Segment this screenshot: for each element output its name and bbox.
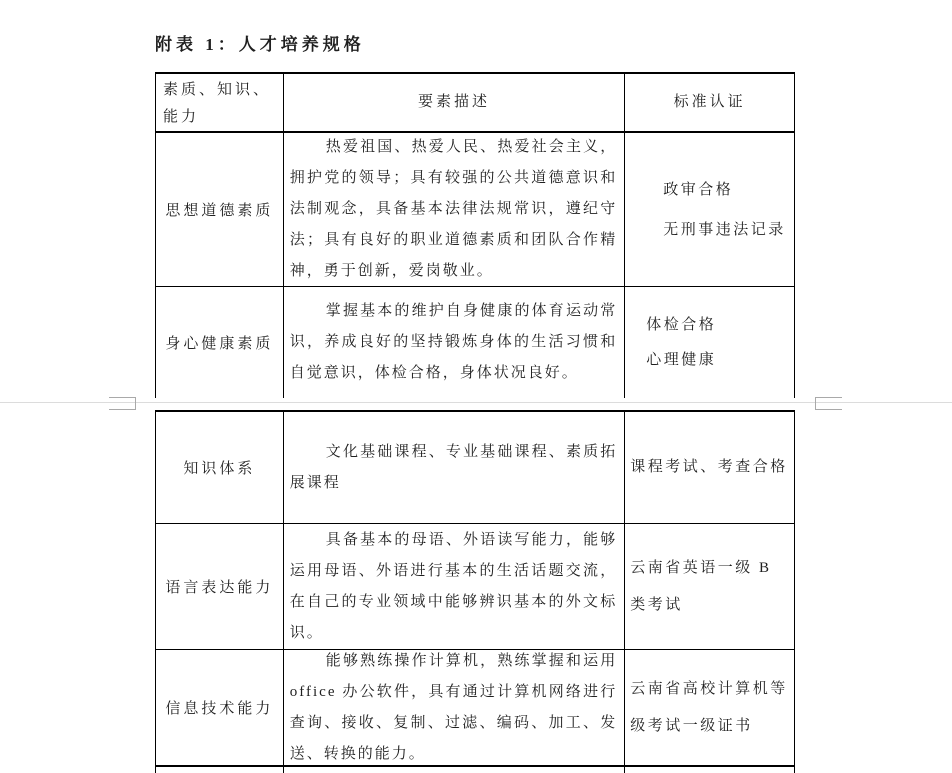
- category-cell: [156, 767, 284, 773]
- spec-table-part-1: [155, 72, 795, 398]
- certification-line: 云南省英语一级 B 类考试: [630, 559, 772, 613]
- category-label: 语言表达能力: [165, 580, 274, 596]
- certification-line: 政审合格: [663, 181, 734, 198]
- description-text: 能够熟练操作计算机，熟练掌握和运用 office 办公软件，具有通过计算机网络进行查询、接收、复制、过滤、编码、加工、发送、转换的能力。: [289, 652, 618, 762]
- description-text: 热爱祖国、热爱人民、热爱社会主义，拥护党的领导；具有较强的公共道德意识和法制观念，具备基本法律法规常识，遵纪守法；具有良好的职业道德素质和团队合作精神，勇于创新，爱岗敬业。: [289, 139, 618, 279]
- description-cell: [284, 650, 625, 765]
- page-title: 附表 1：人才培养规格: [155, 35, 365, 54]
- description-cell: [284, 133, 625, 286]
- description-text: 掌握基本的维护自身健康的体育运动常识，养成良好的坚持锻炼身体的生活习惯和自觉意识，体检合格，身体状况良好。: [289, 303, 618, 381]
- category-cell: [156, 133, 284, 286]
- category-cell: [156, 412, 284, 523]
- table-row-health: [156, 287, 794, 398]
- certification-cell: [625, 287, 794, 398]
- page-margin-marker-left: [109, 397, 136, 410]
- description-text: 文化基础课程、专业基础课程、素质拓展课程: [289, 443, 618, 491]
- description-cell: [284, 412, 625, 523]
- header-cell-category: [156, 74, 284, 131]
- certification-line: 体检合格: [646, 316, 717, 333]
- certification-cell: [625, 412, 794, 523]
- certification-line: 课程考试、考查合格: [630, 459, 788, 475]
- header-certification-label: 标准认证: [673, 94, 746, 110]
- category-cell: [156, 524, 284, 649]
- header-description-label: 要素描述: [418, 94, 491, 110]
- description-cell: [284, 767, 625, 773]
- table-header-row: [156, 74, 794, 133]
- category-label: 思想道德素质: [165, 203, 274, 219]
- certification-cell: [625, 767, 794, 773]
- description-cell: [284, 287, 625, 398]
- page-margin-marker-right: [815, 397, 842, 410]
- header-cell-description: [284, 74, 625, 131]
- description-cell: [284, 524, 625, 649]
- category-label: 知识体系: [183, 461, 256, 477]
- header-category-label: 素质、知识、能力: [163, 81, 272, 125]
- certification-line: 云南省高校计算机等级考试一级证书: [630, 680, 788, 734]
- category-cell: [156, 287, 284, 398]
- certification-line: 心理健康: [646, 351, 717, 368]
- table-row-partial: [156, 767, 794, 773]
- certification-cell: [625, 650, 794, 765]
- certification-cell: [625, 133, 794, 286]
- certification-cell: [625, 524, 794, 649]
- category-label: 身心健康素质: [165, 336, 274, 352]
- category-cell: [156, 650, 284, 765]
- page-break-line: [0, 402, 952, 403]
- category-label: 信息技术能力: [165, 701, 274, 717]
- header-cell-certification: [625, 74, 794, 131]
- description-text: 具备基本的母语、外语读写能力，能够运用母语、外语进行基本的生活话题交流，在自己的专业领域中能够辨识基本的外文标识。: [289, 531, 618, 641]
- spec-table-part-2: [155, 410, 795, 773]
- table-row-it: [156, 650, 794, 767]
- table-row-language: [156, 524, 794, 650]
- certification-line: 无刑事违法记录: [663, 221, 786, 238]
- table-row-knowledge: [156, 412, 794, 524]
- table-row-ideology: [156, 133, 794, 287]
